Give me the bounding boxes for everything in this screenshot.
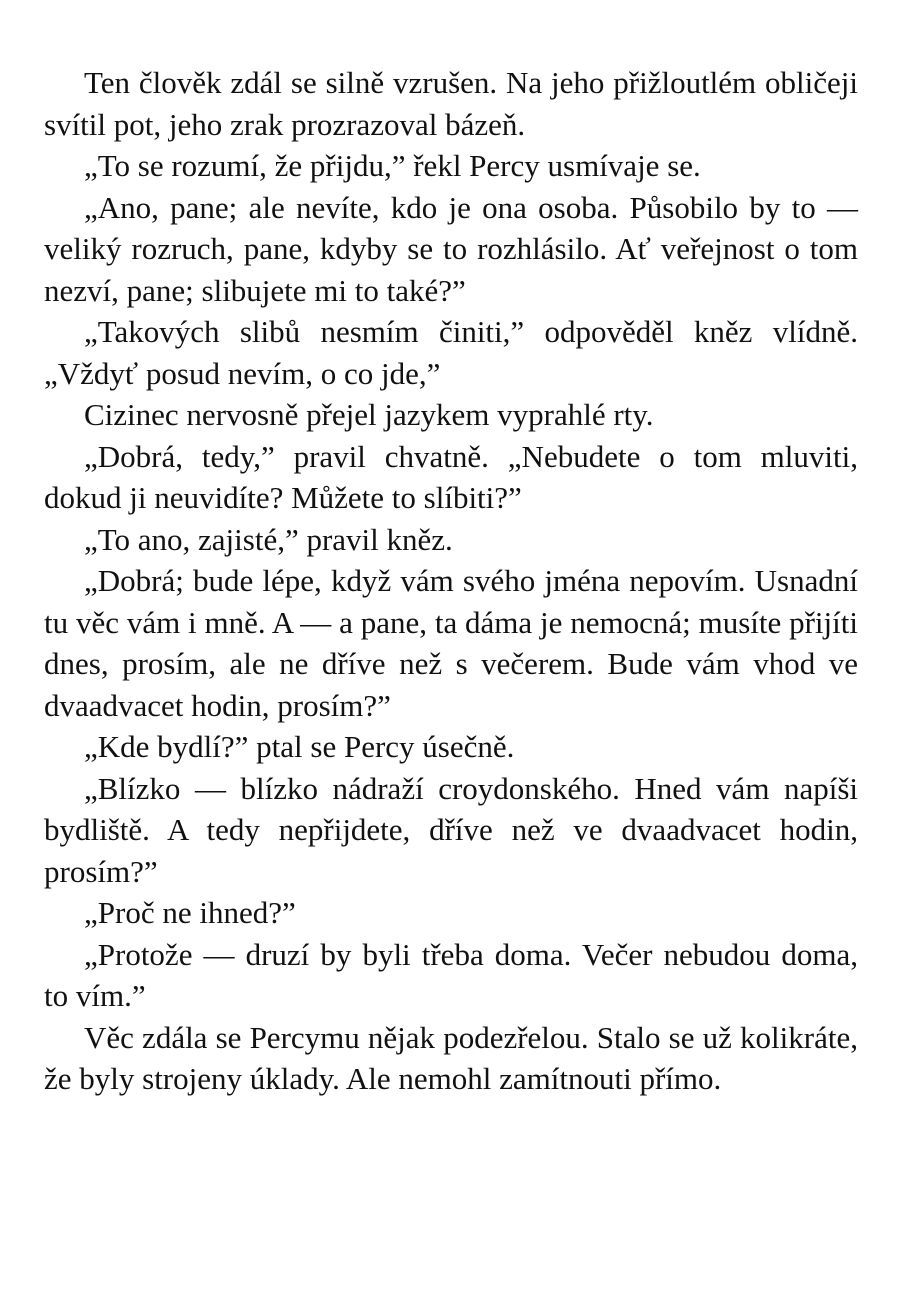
page-text (44, 62, 858, 1100)
paragraph: „To ano, zajisté,” pravil kněz. (84, 521, 453, 557)
paragraph: „Proč ne ihned?” (84, 895, 296, 930)
paragraph: „Dobrá, tedy,” pravil chvatně. „Nebudete o tom mluviti, dokud ji neuvidíte? Můžete to slíbiti?” (44, 438, 858, 515)
paragraph: Cizinec nervosně přejel jazykem vyprahlé rty. (84, 397, 654, 432)
paragraph: „Protože — druzí by byli třeba doma. Večer nebudou doma, to vím.” (44, 936, 858, 1013)
paragraph: „To se rozumí, že přijdu,” řekl Percy usmívaje se. (84, 148, 701, 183)
paragraph: Věc zdála se Percymu nějak podezřelou. Stalo se už kolikráte, že byly strojeny úklady. Ale nemohl zamítnouti přímo. (44, 1019, 858, 1096)
paragraph: Ten člověk zdál se silně vzrušen. Na jeho přižloutlém obličeji svítil pot, jeho zrak prozrazoval bázeň. (44, 65, 858, 142)
paragraph: „Ano, pane; ale nevíte, kdo je ona osoba. Působilo by to — veliký rozruch, pane, kdyby se to rozhlásilo. Ať veřejnost o tom nezví, pane; slibujete mi to také?” (44, 189, 858, 308)
paragraph: „Takových slibů nesmím činiti,” odpověděl kněz vlídně. „Vždyť posud nevím, o co jde,” (44, 314, 858, 391)
paragraph: „Blízko — blízko nádraží croydonského. Hned vám napíši bydliště. A tedy nepřijdete, dříve než ve dvaadvacet hodin, prosím?” (44, 770, 858, 889)
paragraph: „Kde bydlí?” ptal se Percy úsečně. (84, 729, 515, 764)
paragraph: „Dobrá; bude lépe, když vám svého jména nepovím. Usnadní tu věc vám i mně. A — a pane, ta dáma je nemocná; musíte přijíti dnes, prosím, ale ne dříve než s večerem. Bude vám vhod ve dvaadvacet hodin, prosím?” (44, 563, 858, 723)
